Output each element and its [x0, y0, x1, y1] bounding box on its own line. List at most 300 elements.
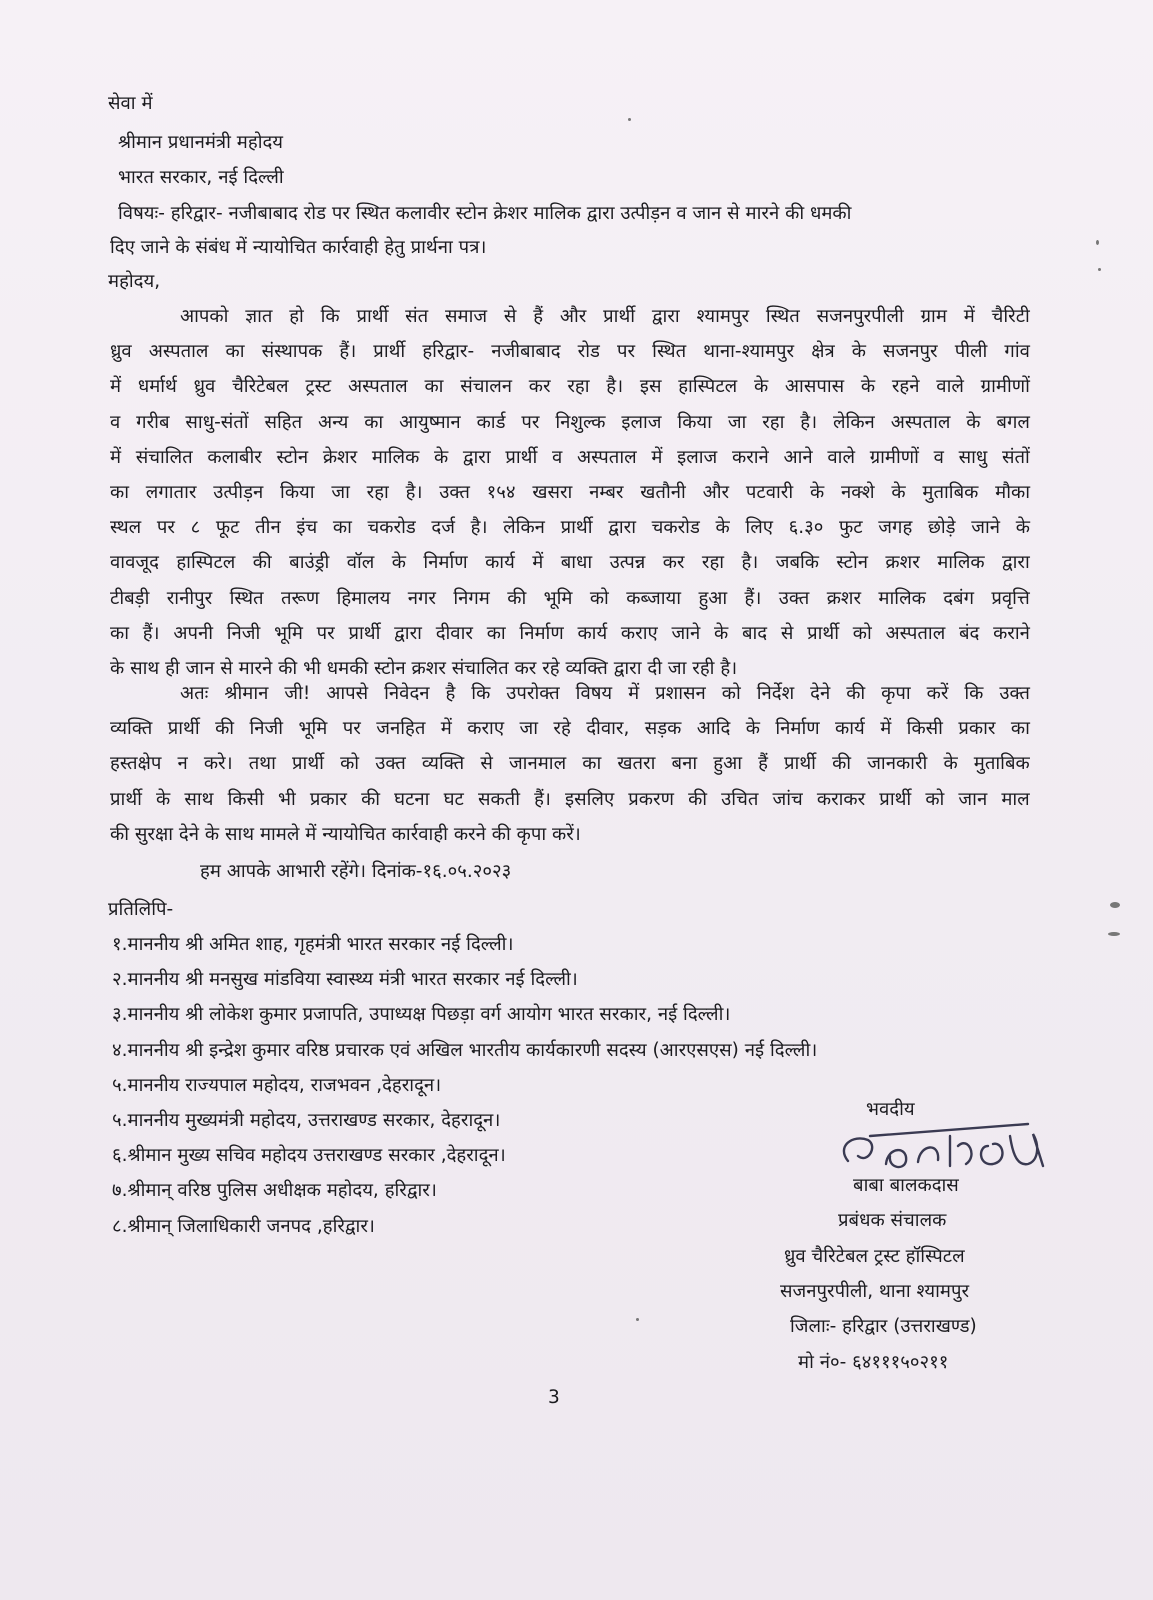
word: कराने	[731, 446, 769, 468]
word: जानमाल	[508, 753, 567, 775]
closing-line: हम आपके आभारी रहेंगे। दिनांक-१६.०५.२०२३	[200, 861, 512, 882]
word: छोड़े	[927, 517, 956, 539]
word: पटवारी	[745, 482, 794, 503]
word: कलाबीर	[207, 446, 262, 468]
word: उक्त	[375, 753, 406, 775]
word: जा	[519, 718, 538, 740]
word: जानकारी	[867, 753, 928, 775]
word: में	[440, 718, 452, 740]
word: हैं	[758, 753, 768, 775]
word: क्रशर	[826, 587, 862, 609]
word: की	[832, 753, 852, 775]
word: ग्राम	[920, 306, 947, 327]
scan-speck	[636, 1318, 639, 1321]
word: संतों	[1002, 446, 1030, 468]
subject-line-1: विषयः- हरिद्वार- नजीबाबाद रोड पर स्थित कलावीर स्टोन क्रेशर मालिक द्वारा उत्पीड़न व जान से मारने की धमकी	[118, 203, 852, 224]
word: ६.३०	[788, 517, 824, 539]
subject-line-2: दिए जाने के संबंध में न्यायोचित कार्रवाही हेतु प्रार्थना पत्र।	[110, 237, 487, 258]
word: कराने	[993, 622, 1030, 644]
word: है।	[606, 376, 624, 398]
word: किया	[677, 411, 712, 433]
word: पर	[617, 341, 636, 363]
word: १५४	[486, 482, 516, 503]
addressee-line-2: भारत सरकार, नई दिल्ली	[118, 167, 284, 188]
word: की	[846, 683, 866, 704]
word: निर्माण	[423, 552, 468, 574]
word: समाज	[445, 306, 488, 327]
paragraph-1-line	[180, 303, 1030, 328]
word: पीली	[954, 341, 988, 363]
addressee-line-1: श्रीमान प्रधानमंत्री महोदय	[118, 132, 284, 153]
word: की	[688, 788, 708, 810]
word: कृपा	[881, 683, 911, 704]
word: के	[943, 753, 958, 775]
word: निगम	[453, 587, 490, 609]
word: प्रार्थी	[560, 517, 593, 539]
word: अस्पताल	[148, 341, 209, 363]
word: अतः	[180, 683, 209, 704]
word: संचालित	[135, 446, 193, 468]
word: कराए	[620, 622, 658, 644]
word: नम्बर	[589, 482, 624, 503]
cc-item: ८.श्रीमान् जिलाधिकारी जनपद ,हरिद्वार।	[112, 1215, 375, 1237]
word: कि	[471, 683, 491, 704]
cc-item: ७.श्रीमान् वरिष्ठ पुलिस अधीक्षक महोदय, हरिद्वार।	[112, 1180, 437, 1202]
greeting: महोदय,	[108, 271, 161, 292]
word: प्रशासन	[655, 683, 706, 704]
cc-item: ६.श्रीमान मुख्य सचिव महोदय उत्तराखण्ड सरकार ,देहरादून।	[112, 1145, 506, 1167]
word: इलाज	[621, 411, 662, 433]
word: का	[424, 376, 444, 398]
word: साधु	[958, 446, 988, 468]
word: से	[780, 622, 794, 644]
word: है।	[741, 552, 759, 574]
word: ट्रस्ट	[305, 376, 332, 398]
word: मालिक	[371, 446, 420, 468]
word: उत्पन्न	[609, 552, 646, 574]
cc-item: ४.माननीय श्री इन्द्रेश कुमार वरिष्ठ प्रचारक एवं अखिल भारतीय कार्यकारणी सदस्य (आरएसएस) नई दिल्ली।	[112, 1039, 818, 1061]
scan-speck	[628, 118, 631, 121]
word: लेकिन	[503, 517, 545, 539]
paragraph-1-line	[110, 620, 1030, 645]
word: न	[177, 753, 188, 775]
scan-speck	[1110, 902, 1120, 908]
word: बंद	[958, 622, 980, 644]
word: संत	[405, 306, 429, 327]
word: फुट	[839, 517, 863, 539]
word: है	[445, 683, 456, 704]
word: स्टोन	[836, 552, 869, 574]
word: का	[486, 622, 506, 644]
word: तथा	[248, 753, 276, 775]
word: से	[503, 306, 517, 327]
word: घटना	[394, 788, 430, 810]
word: लेकिन	[833, 411, 875, 433]
word: बाद	[741, 622, 768, 644]
word: में	[110, 376, 122, 398]
word: द्वारा	[394, 622, 422, 644]
paragraph-1-line	[110, 479, 1030, 504]
word: इसलिए	[565, 788, 615, 810]
signature-line: मो नं०- ६४१११५०२११	[798, 1351, 949, 1373]
word: के	[966, 411, 981, 433]
word: उक्त	[439, 482, 470, 503]
word: संचालन	[460, 376, 513, 398]
word: नक्शे	[840, 482, 875, 503]
word: पर	[156, 517, 175, 539]
word: व	[551, 446, 563, 468]
word: स्थल	[110, 517, 142, 539]
word: को	[340, 753, 360, 775]
word: स्थित	[229, 587, 264, 609]
word: को	[852, 622, 872, 644]
word: श्रीमान	[224, 683, 269, 704]
word: है।	[800, 411, 818, 433]
word: स्टोन	[276, 446, 309, 468]
word: निर्माण	[775, 718, 820, 740]
word: स्थित	[652, 341, 687, 363]
word: चकरोड	[367, 517, 416, 539]
word: जगह	[878, 517, 913, 539]
word: अन्य	[318, 411, 349, 433]
word: कार्य	[485, 552, 515, 574]
word: द्वारा	[1002, 552, 1030, 574]
word: बाधा	[560, 552, 593, 574]
word: उक्त	[999, 683, 1030, 704]
scan-speck	[1108, 932, 1120, 936]
word: में	[963, 306, 975, 327]
word: विषय	[575, 683, 613, 704]
word: साधु-संतों	[185, 411, 249, 433]
paragraph-1-line	[110, 549, 1030, 574]
word: कार्य	[835, 718, 865, 740]
word: के	[433, 446, 449, 468]
word: प्रार्थी	[348, 622, 381, 644]
word: आयुष्मान	[399, 411, 461, 433]
word: व	[110, 411, 121, 433]
word: प्रार्थी	[505, 446, 538, 468]
word: निवेदन	[384, 683, 430, 704]
word: कराकर	[816, 788, 866, 810]
word: वाले	[936, 376, 964, 398]
word: ग्रामीणों	[980, 376, 1030, 398]
word: गरीब	[136, 411, 170, 433]
word: का	[332, 517, 352, 539]
word: पर	[521, 411, 540, 433]
word: भूमि	[298, 718, 328, 740]
cc-item: ५.माननीय राज्यपाल महोदय, राजभवन ,देहरादून।	[112, 1074, 442, 1096]
word: स्थित	[765, 306, 800, 327]
word: है।	[405, 482, 423, 503]
word: अस्पताल	[576, 446, 637, 468]
word: गांव	[1004, 341, 1030, 363]
word: प्रार्थी	[110, 788, 142, 810]
word: अस्पताल	[885, 622, 946, 644]
word: दर्ज	[431, 517, 455, 539]
word: प्रार्थी	[292, 753, 324, 775]
word: खतरा	[617, 753, 656, 775]
word: रहा	[567, 376, 590, 398]
signature-line: जिलाः- हरिद्वार (उत्तराखण्ड)	[790, 1316, 977, 1338]
paragraph-1-line: के साथ ही जान से मारने की भी धमकी स्टोन क्रशर संचालित कर रहे व्यक्ति द्वारा दी जा रही है।	[110, 658, 738, 679]
word: वावजूद	[110, 552, 159, 574]
scan-speck	[1098, 268, 1101, 271]
word: प्रकार	[309, 788, 347, 810]
word: उत्पीड़न	[213, 482, 264, 503]
signature-line: सजनपुरपीली, थाना श्यामपुर	[780, 1280, 970, 1302]
word: हो	[289, 306, 304, 327]
page-number: 3	[548, 1387, 560, 1408]
word: ८	[190, 517, 201, 539]
word: किया	[280, 482, 315, 503]
paragraph-1-line	[110, 409, 1030, 434]
word: का	[110, 622, 129, 644]
word: और	[702, 482, 730, 503]
word: कराए	[467, 718, 505, 740]
word: अस्पताल	[890, 411, 951, 433]
word: और	[559, 306, 587, 327]
word: द्वारा	[608, 517, 636, 539]
word: माल	[1001, 788, 1030, 810]
word: है।	[470, 517, 488, 539]
word: थाना-श्यामपुर	[703, 341, 795, 363]
word: की	[361, 788, 381, 810]
word: क्रशर	[885, 552, 920, 574]
word: प्रवृत्ति	[991, 587, 1030, 609]
word: निशुल्क	[555, 411, 606, 433]
word: साथ	[184, 788, 214, 810]
word: चैरिटी	[991, 306, 1030, 327]
word: तरूण	[280, 587, 320, 609]
word: पर	[316, 622, 335, 644]
word: उक्त	[778, 587, 810, 609]
word: के	[851, 341, 866, 363]
cc-item: २.माननीय श्री मनसुख मांडविया स्वास्थ्य मंत्री भारत सरकार नई दिल्ली।	[112, 969, 578, 991]
word: जी!	[284, 683, 311, 704]
word: ग्रामीणों	[869, 446, 919, 468]
word: की	[252, 552, 272, 574]
word: करें	[926, 683, 949, 704]
word: कार्य	[577, 622, 608, 644]
word: खतौनी	[640, 482, 686, 503]
word: चकरोड	[651, 517, 700, 539]
cc-item: ५.माननीय मुख्यमंत्री महोदय, उत्तराखण्ड सरकार, देहरादून।	[112, 1110, 501, 1131]
word: मुताबिक	[973, 753, 1030, 775]
paragraph-2-line: की सुरक्षा देने के साथ मामले में न्यायोचित कार्रवाही करने की कृपा करें।	[110, 823, 581, 845]
word: बाउंड्री	[289, 552, 330, 574]
cc-item: ३.माननीय श्री लोकेश कुमार प्रजापति, उपाध्यक्ष पिछड़ा वर्ग आयोग भारत सरकार, नई दिल्ली।	[112, 1004, 731, 1026]
word: रानीपुर	[166, 587, 213, 609]
word: चैरिटेबल	[232, 376, 289, 398]
word: व्यक्ति	[110, 718, 153, 740]
word: का	[110, 482, 129, 503]
word: में	[532, 552, 544, 574]
yours-faithfully: भवदीय	[866, 1099, 915, 1120]
word: मुताबिक	[922, 482, 979, 503]
signature-line: प्रबंधक संचालक	[838, 1210, 947, 1232]
word: के	[860, 376, 876, 398]
word: बगल	[996, 411, 1030, 433]
word: रहा	[762, 411, 785, 433]
word: रहा	[366, 482, 389, 503]
word: प्रार्थी	[603, 306, 636, 327]
word: निजी	[226, 622, 261, 644]
word: जाने	[671, 622, 701, 644]
word: नजीबाबाद	[491, 341, 561, 363]
word: श्यामपुर	[696, 306, 750, 327]
word: द्वारा	[651, 306, 680, 327]
signature-line: बाबा बालकदास	[853, 1175, 959, 1196]
word: टीबड़ी	[110, 587, 150, 609]
word: को	[589, 587, 609, 609]
word: कि	[320, 306, 340, 327]
word: हैं।	[744, 587, 762, 609]
word: प्रार्थी	[167, 718, 200, 740]
word: प्रार्थी	[807, 622, 840, 644]
word: जनहित	[376, 718, 426, 740]
word: दीवार,	[586, 718, 630, 740]
word: इंच	[296, 517, 318, 539]
word: हुआ	[713, 753, 742, 775]
paragraph-2-line	[180, 680, 1030, 705]
salutation: सेवा में	[108, 93, 153, 114]
word: रोड	[577, 341, 600, 363]
word: किसी	[906, 718, 943, 740]
word: नगर	[407, 587, 436, 609]
word: प्रार्थी	[879, 788, 912, 810]
word: हरिद्वार-	[422, 341, 475, 363]
word: फूट	[215, 517, 240, 539]
word: के	[745, 718, 760, 740]
word: हिमालय	[336, 587, 391, 609]
word: निजी	[249, 718, 284, 740]
signature-line: ध्रुव चैरिटेबल ट्रस्ट हॉस्पिटल	[784, 1245, 965, 1267]
word: खसरा	[532, 482, 573, 503]
word: दबंग	[943, 587, 974, 609]
word: लगातार	[145, 482, 197, 503]
word: को	[925, 788, 945, 810]
word: के	[715, 517, 730, 539]
word: व्यक्ति	[421, 753, 465, 775]
paragraph-2-line	[110, 786, 1030, 811]
word: हैं	[533, 306, 544, 327]
paragraph-1-line	[110, 585, 1030, 610]
word: क्षेत्र	[811, 341, 835, 363]
word: निर्देश	[756, 683, 795, 704]
word: कार्ड	[476, 411, 506, 433]
word: जाने	[971, 517, 1001, 539]
word: कर	[662, 552, 685, 574]
word: हास्पिटल	[678, 376, 738, 398]
cc-item: १.माननीय श्री अमित शाह, गृहमंत्री भारत सरकार नई दिल्ली।	[112, 934, 514, 955]
word: का	[364, 411, 384, 433]
word: द्वारा	[462, 446, 491, 468]
word: को	[721, 683, 741, 704]
word: के	[753, 376, 769, 398]
word: आदि	[696, 718, 731, 740]
word: व	[933, 446, 944, 468]
word: निर्माण	[519, 622, 564, 644]
cc-heading: प्रतिलिपि-	[108, 899, 174, 920]
paragraph-1-line	[110, 373, 1030, 398]
word: वॉल	[346, 552, 375, 574]
word: प्रार्थी	[784, 753, 816, 775]
word: धर्मार्थ	[137, 376, 177, 398]
word: उपरोक्त	[506, 683, 560, 704]
word: अपनी	[173, 622, 214, 644]
word: उचित	[721, 788, 759, 810]
paragraph-1-line	[110, 338, 1030, 363]
word: देने	[810, 683, 831, 704]
word: जा	[331, 482, 350, 503]
word: किसी	[227, 788, 264, 810]
word: इस	[639, 376, 662, 398]
word: मालिक	[937, 552, 985, 574]
paragraph-2-line	[110, 750, 1030, 775]
word: घट	[443, 788, 464, 810]
word: कर	[528, 376, 551, 398]
word: का	[1010, 718, 1030, 740]
word: भूमि	[543, 587, 573, 609]
word: लिए	[745, 517, 773, 539]
word: में	[628, 683, 640, 704]
paragraph-1-line	[110, 514, 1030, 539]
word: प्रार्थी	[356, 306, 389, 327]
word: ध्रुव	[110, 341, 132, 363]
paragraph-2-line	[110, 715, 1030, 740]
word: संस्थापक	[261, 341, 323, 363]
word: की	[215, 718, 235, 740]
word: के	[713, 622, 729, 644]
word: हैं।	[339, 341, 357, 363]
word: अस्पताल	[347, 376, 408, 398]
word: मौका	[995, 482, 1030, 503]
word: भूमि	[274, 622, 303, 644]
word: पर	[342, 718, 361, 740]
word: सकती	[477, 788, 520, 810]
word: जान	[958, 788, 988, 810]
word: के	[1015, 517, 1030, 539]
signature-image	[828, 1116, 1058, 1176]
word: वाले	[827, 446, 856, 468]
word: में	[651, 446, 663, 468]
word: सजनपुरपीली	[816, 306, 904, 327]
word: प्रकार	[958, 718, 996, 740]
word: कि	[964, 683, 984, 704]
word: रहे	[553, 718, 571, 740]
word: ध्रुव	[193, 376, 216, 398]
word: सजनपुर	[883, 341, 938, 363]
word: प्रकरण	[628, 788, 674, 810]
word: मालिक	[878, 587, 926, 609]
word: जबकि	[775, 552, 820, 574]
word: भी	[277, 788, 296, 810]
word: आपसे	[326, 683, 369, 704]
paragraph-1-line	[110, 444, 1030, 469]
word: क्रेशर	[322, 446, 358, 468]
word: जा	[727, 411, 747, 433]
word: के	[391, 552, 406, 574]
word: हैं।	[534, 788, 551, 810]
word: के	[891, 482, 906, 503]
word: हास्पिटल	[176, 552, 236, 574]
word: आसपास	[784, 376, 845, 398]
word: ज्ञात	[245, 306, 273, 327]
scan-speck	[1096, 240, 1099, 245]
word: दीवार	[435, 622, 473, 644]
word: रहने	[891, 376, 920, 398]
word: कब्जाया	[626, 587, 682, 609]
